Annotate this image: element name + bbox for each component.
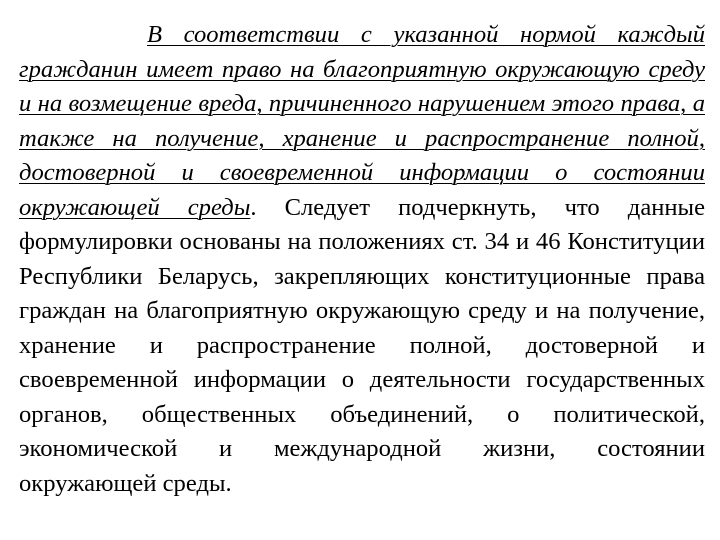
underlined-italic-passage: В соответствии с указанной нормой каждый гражданин имеет право на благоприятную окружающую среду и на возмещение вреда, причиненного нарушением этого права, а также на получение, хранение и распространение полной, достоверной и своевременной информации о состоянии окружающей среды <box>19 21 705 221</box>
regular-passage: . Следует подчеркнуть, что данные формулировки основаны на положениях ст. 34 и 46 Конституции Республики Беларусь, закрепляющих конституционные права граждан на благоприятную окружающую среду и на получение, хранение и распространение полной, достоверной и своевременной информации о деятельности государственных органов, общественных объединений, о политической, экономической и международной жизни, состоянии окружающей среды. <box>19 193 705 497</box>
body-paragraph <box>19 18 705 501</box>
